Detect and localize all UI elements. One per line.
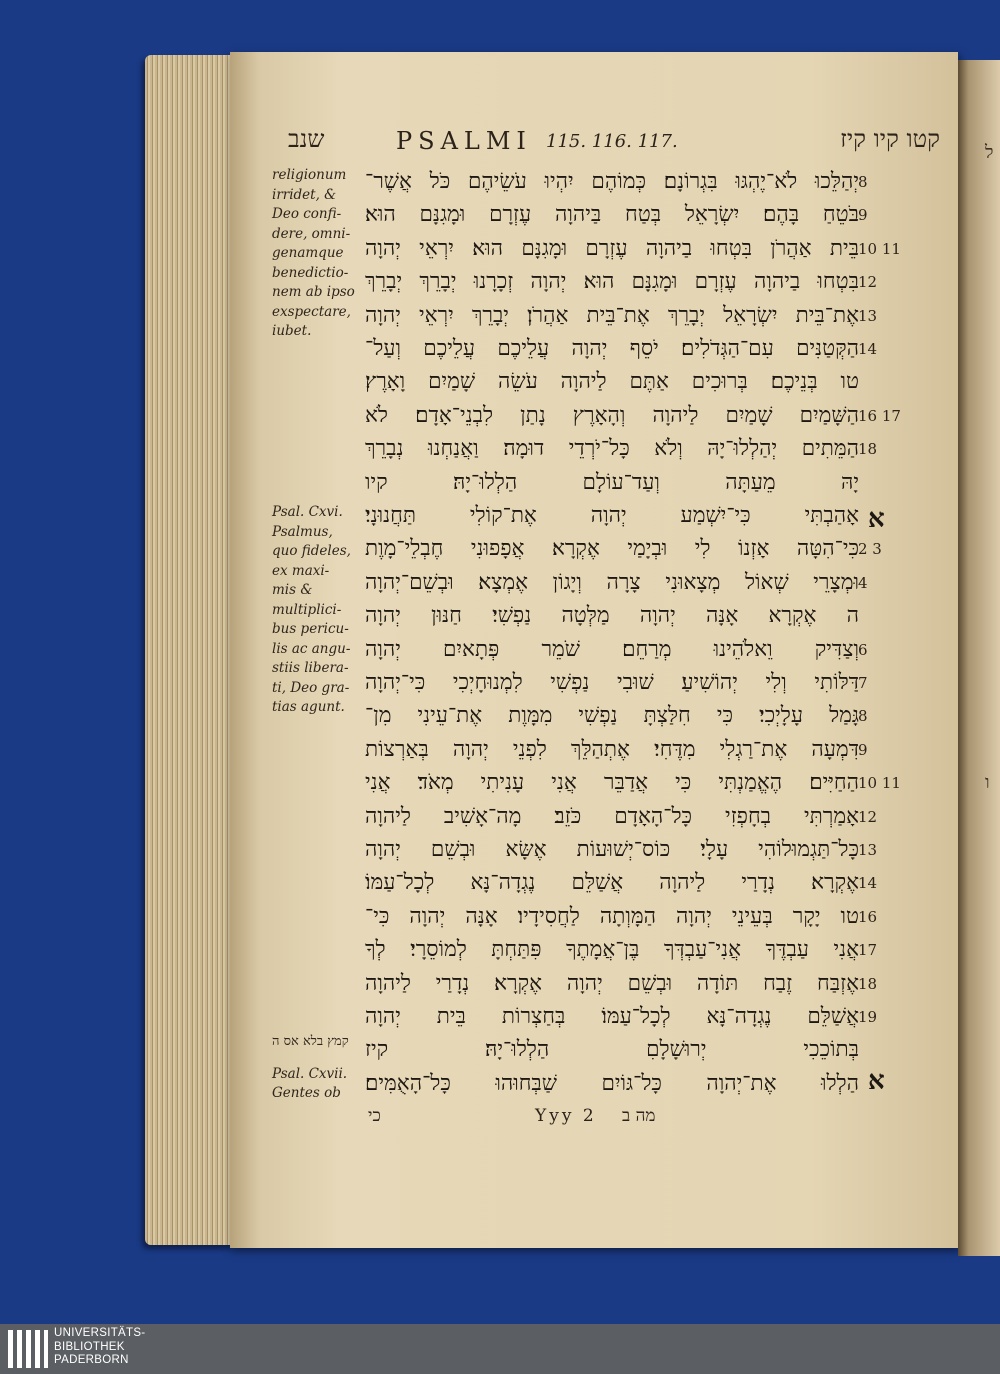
- sidenote-line: ex maxi-: [272, 562, 330, 579]
- sidenote-line: iubet.: [272, 323, 312, 339]
- next-page-mark: ל: [985, 142, 994, 163]
- verse-number: 16 17: [858, 407, 901, 425]
- verse-number: 16: [858, 908, 878, 926]
- running-title: PSALMI: [396, 127, 532, 155]
- hebrew-line: אֶת־בֵּית יִשְׂרָאֵל יְבָרֵךְ אֶת־בֵּית אַהֲרֹן׃ יְבָרֵךְ יִרְאֵי יְהוָה: [365, 303, 859, 328]
- sidenote-line: lis ac angu-: [272, 640, 351, 657]
- hebrew-line: הַמֵּתִים יְהַלְלוּ־יָהּ וְלֹא כָּל־יֹרְדֵי דוּמָה׃ וַאֲנַחְנוּ נְבָרֵךְ: [365, 436, 859, 461]
- hebrew-line: בֹּטֵחַ בָּהֶם׃ יִשְׂרָאֵל בְּטַח בַּיהוָה עֶזְרָם וּמָגִנָּם הוּא׃: [365, 202, 859, 227]
- hebrew-line: בֵּית אַהֲרֹן בִּטְחוּ בַיהוָה עֶזְרָם וּמָגִנָּם הוּא׃ יִרְאֵי יְהוָה: [365, 236, 859, 261]
- sidenote-line: tias agunt.: [272, 699, 345, 715]
- library-name-line: UNIVERSITÄTS-: [54, 1327, 146, 1339]
- psalm-116-initial: א: [868, 504, 885, 534]
- sidenote-line: dere, omni-: [272, 225, 351, 242]
- hebrew-line: בִּטְחוּ בַיהוָה עֶזְרָם וּמָגִנָּם הוּא׃ יְהוָה זְכָרָנוּ יְבָרֵךְ יְבָרֵךְ: [365, 269, 859, 294]
- sidenote-line: exspectare,: [272, 303, 351, 320]
- verse-number: 10 11: [858, 240, 901, 258]
- hebrew-signature: מה ב: [622, 1106, 656, 1126]
- printer-signature: Yyy 2: [535, 1106, 597, 1126]
- verse-number: [858, 1034, 908, 1066]
- hebrew-line: אָהַבְתִּי כִּי־יִשְׁמַע יְהוָה אֶת־קוֹלִי תַּחֲנוּנָי׃: [365, 503, 859, 528]
- verse-number: 6: [858, 641, 868, 659]
- hebrew-line: יְהַלֵּכוּ לֹא־יֶהְגּוּ בִּגְרוֹנָם׃ כְּמוֹהֶם יִהְיוּ עֹשֵׂיהֶם כֹּל אֲשֶׁר־: [365, 169, 859, 194]
- verse-number: 19: [858, 1008, 878, 1026]
- verse-number: 8: [858, 173, 868, 191]
- verse-number: 4: [858, 574, 868, 592]
- sidenote-line: Deo confi-: [272, 206, 342, 222]
- hebrew-line: אֲנִי עַבְדֶּךָ אֲנִי־עַבְדְּךָ בֶּן־אֲמָתֶךָ פִּתַּחְתָּ לְמוֹסֵרָי׃ לְךָ: [365, 937, 859, 962]
- sidenote-line: ti, Deo gra-: [272, 679, 350, 696]
- hebrew-line: וּמְצָרֵי שְׁאוֹל מְצָאוּנִי צָרָה וְיָגוֹן אֶמְצָא׃ וּבְשֵׁם־יְהוָה: [365, 570, 859, 595]
- hebrew-line: כִּי־הִטָּה אָזְנוֹ לִי וּבְיָמַי אֶקְרָא׃ אֲפָפוּנִי חֶבְלֵי־מָוֶת: [365, 536, 859, 561]
- sidenote-line: Psalmus,: [272, 523, 333, 540]
- hebrew-line: ה אֶקְרָא אָנָּה יְהוָה מַלְּטָה נַפְשִׁי׃ חַנּוּן יְהוָה: [365, 603, 859, 628]
- hebrew-line: וְצַדִּיק וֵאלֹהֵינוּ מְרַחֵם׃ שֹׁמֵר פְּתָאיִם יְהוָה: [365, 637, 859, 662]
- library-name-line: PADERBORN: [54, 1354, 129, 1366]
- verse-number: [858, 600, 908, 632]
- sidenote-line: irridet, &: [272, 186, 337, 203]
- verse-number: [858, 366, 908, 398]
- hebrew-line: דַּלּוֹתִי וְלִי יְהוֹשִׁיעַ׃ שׁוּבִי נַפְשִׁי לִמְנוּחָיְכִי כִּי־יְהוָה: [365, 670, 859, 695]
- catchword: כי: [368, 1106, 381, 1126]
- hebrew-line: הַחַיִּים׃ הֶאֱמַנְתִּי כִּי אֲדַבֵּר אֲנִי עָנִיתִי מְאֹד׃ אֲנִי: [365, 770, 859, 795]
- sidenote-line: genamque: [272, 245, 344, 261]
- hebrew-line: בְּתוֹכֵכִי יְרוּשָׁלָםִ הַלְלוּ־יָהּ׃ קיז: [365, 1037, 859, 1062]
- hebrew-line: הַשָּׁמַיִם שָׁמַיִם לַיהוָה וְהָאָרֶץ נָתַן לִבְנֵי־אָדָם׃ לֹא: [365, 403, 859, 428]
- sidenote-line: quo fideles,: [272, 543, 351, 559]
- hebrew-line: אֲשַׁלֵּם נֶגְדָה־נָּא לְכָל־עַמּוֹ׃ בְּחַצְרוֹת בֵּית יְהוָה: [365, 1004, 859, 1029]
- hebrew-line: הַלְלוּ אֶת־יְהוָה כָּל־גּוֹיִם שַׁבְּחוּהוּ כָּל־הָאֻמִּים׃: [365, 1071, 859, 1096]
- verse-number: 7: [858, 674, 868, 692]
- sidenote-line: religionum: [272, 167, 347, 183]
- hebrew-line: אֶזְבַּח זֶבַח תּוֹדָה וּבְשֵׁם יְהוָה אֶקְרָא׃ נְדָרַי לַיהוָה: [365, 971, 859, 996]
- psalm-117-initial: א: [868, 1066, 885, 1096]
- hebrew-line: דִּמְעָה אֶת־רַגְלִי מִדֶּחִי׃ אֶתְהַלֵּךְ לִפְנֵי יְהוָה בְּאַרְצוֹת: [365, 737, 859, 762]
- sidenote-line: nem ab ipso: [272, 284, 355, 300]
- verse-number: 9: [858, 206, 868, 224]
- next-page-mark: ו: [985, 772, 990, 793]
- hebrew-line: גָּמַל עָלָיְכִי׃ כִּי חִלַּצְתָּ נַפְשִׁי מִמָּוֶת אֶת־עֵינִי מִן־: [365, 703, 859, 728]
- hebrew-line: כָּל־תַּגְמוּלוֹהִי עָלָי׃ כּוֹס־יְשׁוּעוֹת אֶשָּׂא וּבְשֵׁם יְהוָה: [365, 837, 859, 862]
- library-name-line: BIBLIOTHEK: [54, 1340, 125, 1353]
- verse-number: 10 11: [858, 774, 901, 792]
- library-logo-icon: [8, 1330, 48, 1368]
- hebrew-line: טו יָקָר בְּעֵינֵי יְהוָה הַמָּוְתָה לַחֲסִידָיו׃ אָנָּה יְהוָה כִּי־: [365, 904, 859, 929]
- sidenote-line: Psal. Cxvi.: [272, 504, 343, 520]
- sidenote-line: Gentes ob: [272, 1085, 341, 1101]
- verse-number: 8: [858, 707, 868, 725]
- next-page-edge: [958, 60, 1000, 1256]
- hebrew-psalm-numbers: קטו קיו קיז: [840, 125, 940, 153]
- header-signature: שנב: [288, 125, 325, 153]
- sidenote-line: bus pericu-: [272, 621, 349, 637]
- verse-number: 12: [858, 273, 878, 291]
- hebrew-line: יָהּ מֵעַתָּה וְעַד־עוֹלָם הַלְלוּ־יָהּ׃ קיו: [365, 470, 859, 495]
- verse-number: 12: [858, 808, 878, 826]
- verse-number: 9: [858, 741, 868, 759]
- page-header: [288, 125, 940, 165]
- verse-number: 17: [858, 941, 878, 959]
- verse-number: 13: [858, 307, 878, 325]
- hebrew-line: אָמַרְתִּי בְחָפְזִי כָּל־הָאָדָם כֹּזֵב׃ מָה־אָשִׁיב לַיהוָה: [365, 804, 859, 829]
- verse-number: 14: [858, 874, 878, 892]
- sidenote-line: stiis libera-: [272, 660, 349, 676]
- hebrew-line: הַקְּטַנִּים עִם־הַגְּדֹלִים׃ יֹסֵף יְהוָה עֲלֵיכֶם עֲלֵיכֶם וְעַל־: [365, 336, 859, 361]
- hebrew-line: אֶקְרָא׃ נְדָרַי לַיהוָה אֲשַׁלֵּם נֶגְדָה־נָּא לְכָל־עַמּוֹ׃: [365, 870, 859, 895]
- verse-number: 18: [858, 440, 878, 458]
- verse-number: 18: [858, 975, 878, 993]
- library-name: [54, 1327, 145, 1368]
- verse-number: 2 3: [858, 540, 882, 558]
- psalm-numbers: 115. 116. 117.: [546, 131, 678, 152]
- verse-number: 14: [858, 340, 878, 358]
- book-page-edges: [145, 55, 235, 1245]
- sidenote-line: Psal. Cxvii.: [272, 1066, 348, 1082]
- sidenote-line: benedictio-: [272, 264, 349, 281]
- verse-number: [858, 467, 908, 499]
- hebrew-line: טו בְּנֵיכֶם׃ בְּרוּכִים אַתֶּם לַיהוָה עֹשֵׂה שָׁמַיִם וָאָרֶץ׃: [365, 369, 859, 394]
- sidenote-ps117: [272, 1065, 347, 1103]
- masorah-footnote: קמץ בלא אס ה: [272, 1034, 349, 1049]
- sidenote-line: mis &: [272, 582, 313, 598]
- sidenote-line: multiplici-: [272, 601, 342, 618]
- verse-number: 13: [858, 841, 878, 859]
- library-footer: [0, 1324, 1000, 1374]
